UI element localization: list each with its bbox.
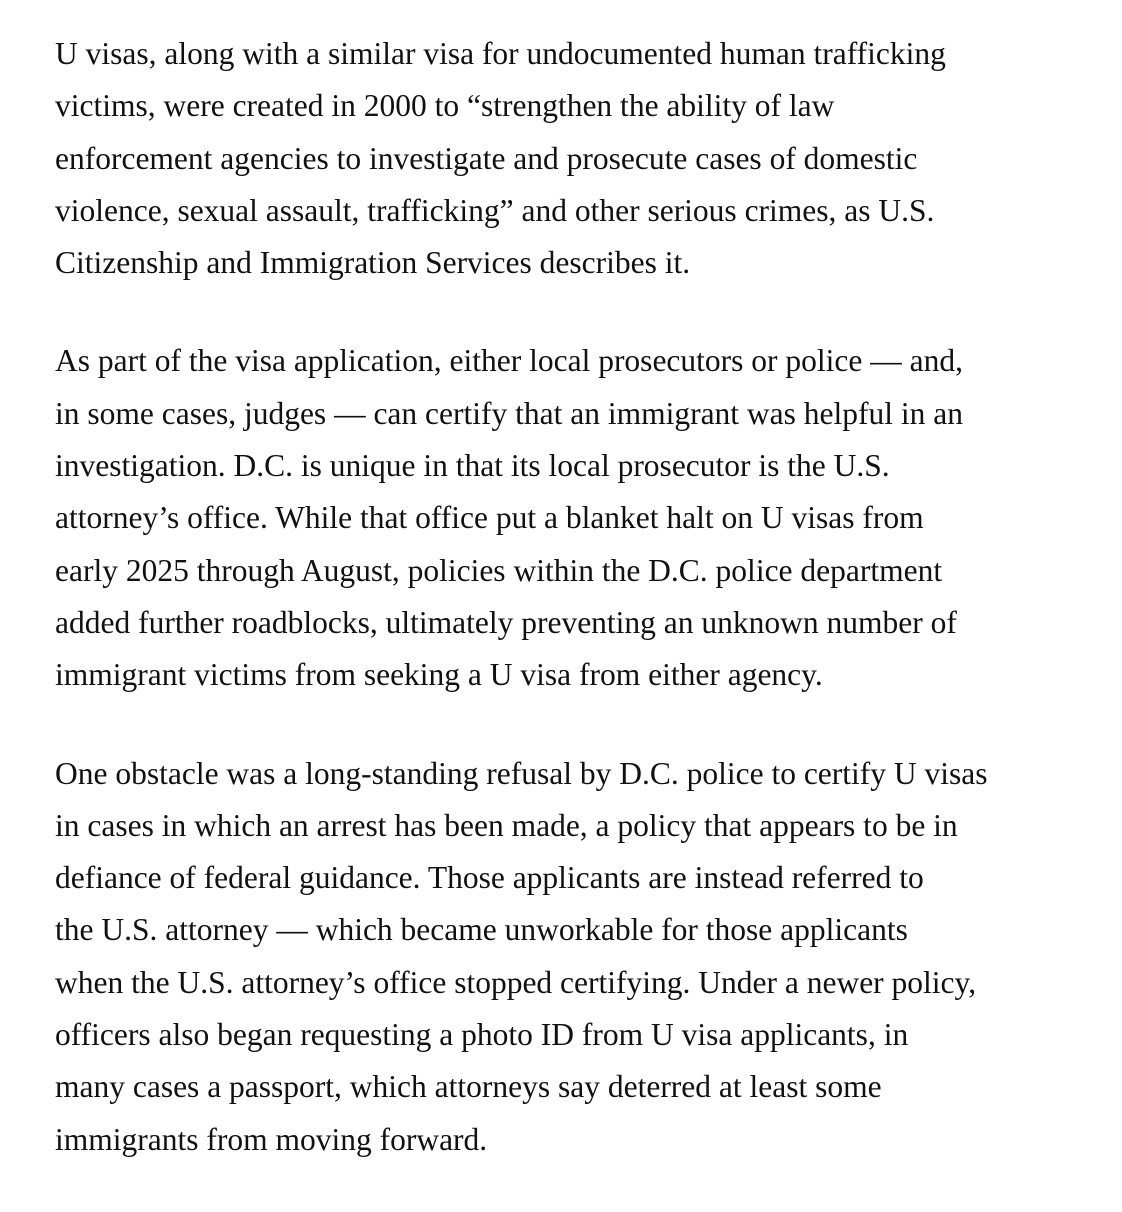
text-line: when the U.S. attorney’s office stopped certifying. Under a newer policy, [55, 964, 977, 1000]
text-line: Citizenship and Immigration Services describes it. [55, 245, 691, 281]
text-line: added further roadblocks, ultimately preventing an unknown number of [55, 604, 957, 640]
text-line: the U.S. attorney — which became unworkable for those applicants [55, 912, 908, 948]
text-line: attorney’s office. While that office put a blanket halt on U visas from [55, 500, 924, 536]
text-line: immigrant victims from seeking a U visa from either agency. [55, 657, 823, 693]
paragraph-1 [55, 28, 1095, 289]
text-line: victims, were created in 2000 to “strengthen the ability of law [55, 88, 835, 124]
text-line: investigation. D.C. is unique in that its local prosecutor is the U.S. [55, 448, 890, 484]
text-line: early 2025 through August, policies within the D.C. police department [55, 552, 943, 588]
paragraph-2 [55, 335, 1095, 701]
text-line: many cases a passport, which attorneys say deterred at least some [55, 1069, 882, 1105]
text-line: officers also began requesting a photo ID from U visa applicants, in [55, 1017, 909, 1053]
text-line: enforcement agencies to investigate and prosecute cases of domestic [55, 140, 918, 176]
article-body [55, 28, 1095, 1212]
text-line: immigrants from moving forward. [55, 1121, 488, 1157]
text-line: U visas, along with a similar visa for undocumented human trafficking [55, 36, 946, 71]
text-line: One obstacle was a long-standing refusal by D.C. police to certify U visas [55, 755, 988, 791]
text-line: in some cases, judges — can certify that an immigrant was helpful in an [55, 395, 963, 431]
text-line: As part of the visa application, either local prosecutors or police — and, [55, 343, 963, 379]
text-line: defiance of federal guidance. Those applicants are instead referred to [55, 860, 924, 896]
text-line: violence, sexual assault, trafficking” and other serious crimes, as U.S. [55, 192, 935, 228]
paragraph-3 [55, 748, 1095, 1166]
text-line: in cases in which an arrest has been made, a policy that appears to be in [55, 807, 958, 843]
